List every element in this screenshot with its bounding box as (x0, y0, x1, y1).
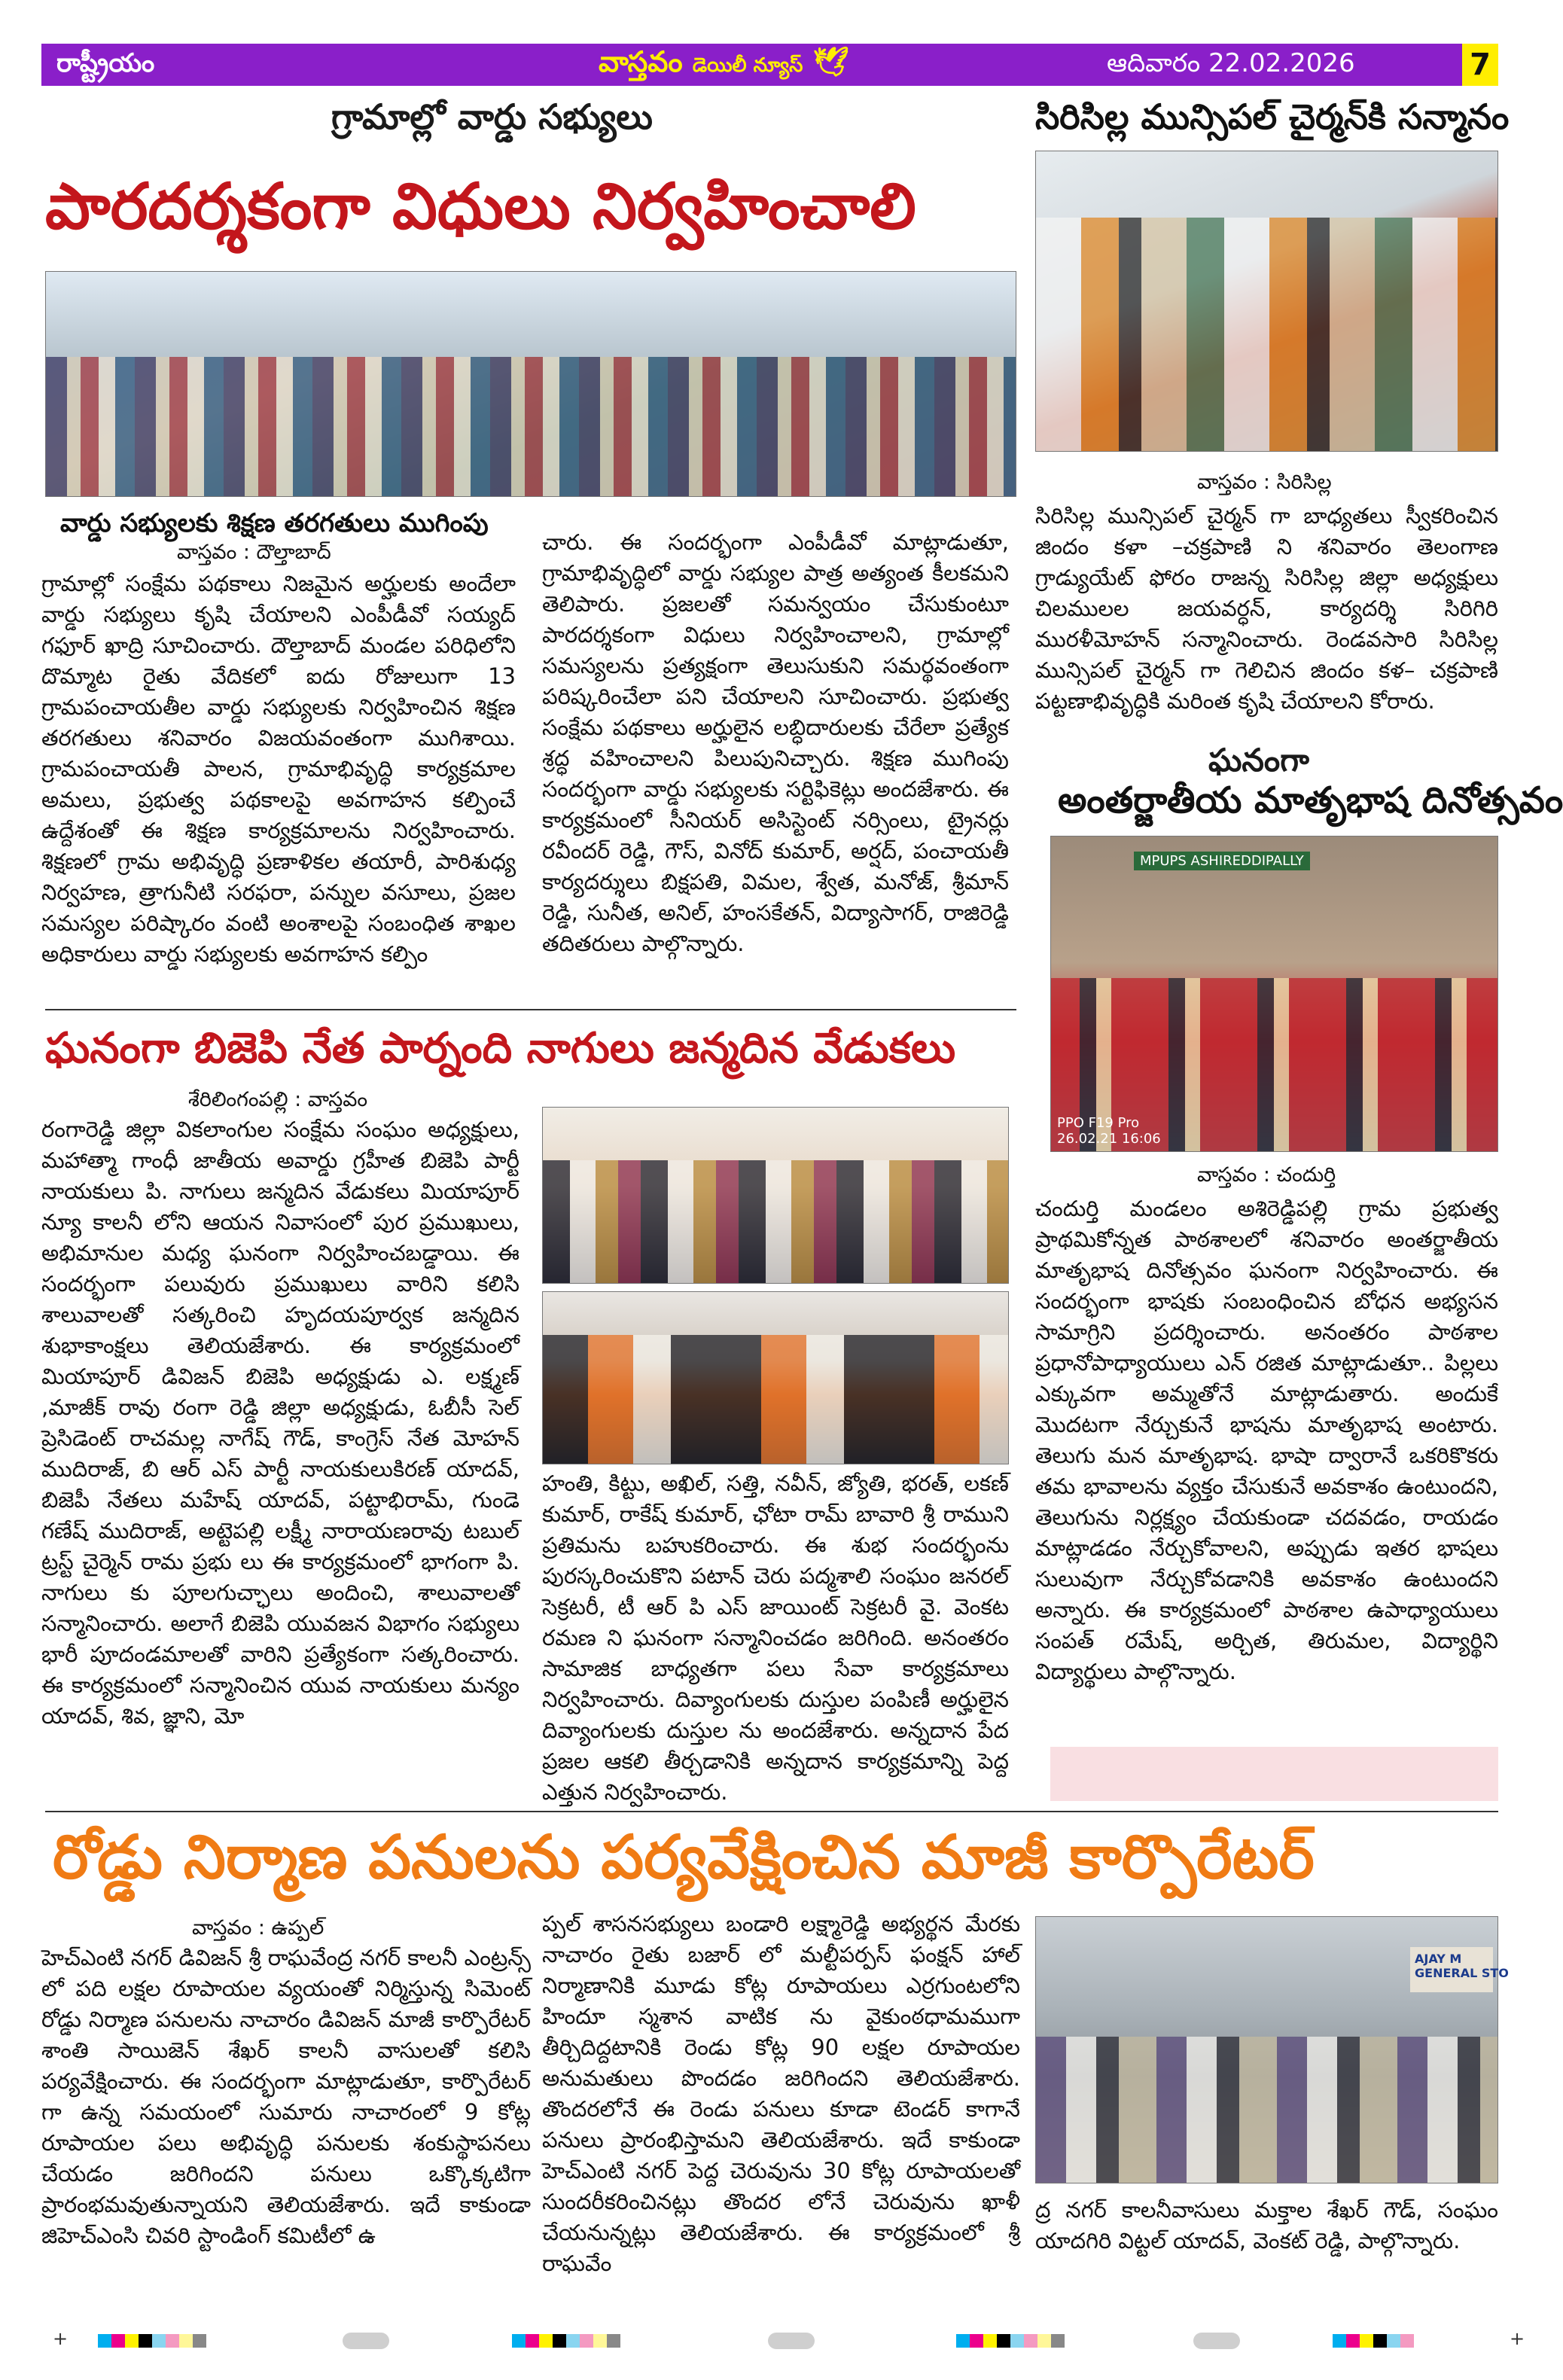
color-registration-bar (1333, 2334, 1414, 2348)
color-registration-bar (98, 2334, 206, 2348)
registration-pill (1193, 2333, 1240, 2349)
school-sign: MPUPS ASHIREDDIPALLY (1134, 852, 1310, 870)
camera-timestamp: PPO F19 Pro 26.02.21 16:06 (1057, 1115, 1161, 1147)
story3-headline: అంతర్జాతీయ మాతృభాష దినోత్సవం (1058, 779, 1563, 821)
section-label: రాష్ట్రీయం (56, 48, 155, 78)
brand-name: వాస్తవం (599, 45, 683, 78)
story4-column-1: రంగారెడ్డి జిల్లా వికలాంగుల సంక్షేమ సంఘం అధ్యక్షులు, మహాత్మా గాంధీ జాతీయ అవార్డు గ్రహీత బిజెపి పార్టీ నాయకులు పి. నాగులు జన్మదిన వేడుకలు మియాపూర్ న్యూ కాలనీ లోని ఆయన నివాసంలో పుర ప్రముఖులు, అభిమానుల మధ్య ఘనంగా నిర్వహించబడ్డాయి. ఈ సందర్భంగా పలువురు ప్రముఖులు వారిని కలిసి శాలువాలతో సత్కరించి హృదయపూర్వక జన్మదిన శుభాకాంక్షలు తెలియజేశారు. ఈ కార్యక్రమంలో మియాపూర్ డివిజన్ బిజెపి అధ్యక్షుడు ఎ. లక్ష్మణ్ ,మాజీక్ రావు రంగా రెడ్డి జిల్లా అధ్యక్షుడు, ఓబీసీ సెల్ ప్రెసిడెంట్ రాచమల్ల నాగేష్ గౌడ్, కాంగ్రెస్ నేత మోహన్ ముదిరాజ్, బి ఆర్ ఎస్ పార్టీ నాయకులుకిరణ్ యాదవ్, బిజెపీ నేతలు మహేష్ యాదవ్, పట్టాభిరామ్, గుండె గణేష్ ముదిరాజ్, అట్టెపల్లి లక్ష్మీ నారాయణరావు టబుల్ ట్రస్ట్ చైర్మెన్ రామ ప్రభు లు ఈ కార్యక్రమంలో భాగంగా పి. నాగులు కు పూలగుచ్ఛాలు అందించి, శాలువాలతో సన్మానించారు. అలాగే బిజెపి యువజన విభాగం సభ్యులు భారీ పూదండమాలతో వారిని ప్రత్యేకంగా సత్కరించారు. ఈ కార్యక్రమంలో సన్మానించిన యువ నాయకులు మన్యం యాదవ్, శివ, జ్ఞాని, మో (41, 1117, 519, 1729)
story1-column-2: చారు. ఈ సందర్భంగా ఎంపీడీవో మాట్లాడుతూ, గ్రామాభివృద్ధిలో వార్డు సభ్యుల పాత్ర అత్యంత కీలకమని తెలిపారు. ప్రజలతో సమన్వయం చేసుకుంటూ పారదర్శకంగా విధులు నిర్వహించాలని, గ్రామాల్లో సమస్యలను ప్రత్యక్షంగా తెలుసుకుని సమర్థవంతంగా పరిష్కరించేలా పని చేయాలని సూచించారు. ప్రభుత్వ సంక్షేమ పథకాలు అర్హులైన లబ్ధిదారులకు చేరేలా ప్రత్యేక శ్రద్ధ వహించాలని పిలుపునిచ్చారు. శిక్షణ ముగింపు సందర్భంగా వార్డు సభ్యులకు సర్టిఫికెట్లు అందజేశారు. ఈ కార్యక్రమంలో సీనియర్ అసిస్టెంట్ నర్సింలు, ట్రైనర్లు రవీందర్ రెడ్డి, గౌస్, వినోద్ కుమార్, అర్షద్, పంచాయతీ కార్యదర్శులు బిక్షపతి, విమల, శ్వేత, మనోజ్, శ్రీమాన్ రెడ్డి, సునీత, అనిల్, హంసకేతన్, విద్యాసాగర్, రాజిరెడ్డి తదితరులు పాల్గొన్నారు. (542, 529, 1010, 956)
story2-photo (1035, 151, 1498, 452)
story5-headline: రోడ్డు నిర్మాణ పనులను పర్యవేక్షించిన మాజీ కార్పొరేటర్ (53, 1822, 1315, 1892)
issue-date: ఆదివారం 22.02.2026 (1107, 48, 1355, 78)
story1-photo (45, 271, 1016, 497)
story1-headline: పారదర్శకంగా విధులు నిర్వహించాలి (45, 169, 916, 243)
story4-column-2: హంతి, కిట్టు, అఖిల్, సత్తి, నవీన్, జ్యోతి, భరత్, లకణ్ కుమార్, రాకేష్ కుమార్, ఛోటా రామ్ బావారి శ్రీ రాముని ప్రతిమను బహుకరించారు. ఈ శుభ సందర్భంను పురస్కరించుకొని పటాన్ చెరు పద్మశాలి సంఘం జనరల్ సెక్రటరీ, టీ ఆర్ పి ఎస్ జాయింట్ సెక్రటరీ వై. వెంకట రమణ ని ఘనంగా సన్మానించడం జరిగింది. అనంతరం సామాజిక బాధ్యతగా పలు సేవా కార్యక్రమాలు నిర్వహించారు. దివ్యాంగులకు దుస్తుల పంపిణీ అర్హులైన దివ్యాంగులకు దుస్తుల ను అందజేశారు. అన్నదాన పేద ప్రజల ఆకలి తీర్చడానికి అన్నదాన కార్యక్రమాన్ని పెద్ద ఎత్తున నిర్వహించారు. (542, 1470, 1009, 1805)
story1-kicker: గ్రామాల్లో వార్డు సభ్యులు (331, 96, 653, 137)
story4-photo-1 (542, 1107, 1009, 1284)
story2-dateline: వాస్తవం : సిరిసిల్ల (1197, 471, 1332, 494)
story1-column-1: గ్రామాల్లో సంక్షేమ పథకాలు నిజమైన అర్హులకు అందేలా వార్డు సభ్యులు కృషి చేయాలని ఎంపీడీవో సయ్యద్ గఫూర్ ఖాద్రి సూచించారు. దౌల్తాబాద్ మండల పరిధిలోని దొమ్మాట రైతు వేదికలో ఐదు రోజులుగా 13 గ్రామపంచాయతీల వార్డు సభ్యులకు నిర్వహించిన శిక్షణ తరగతులు శనివారం విజయవంతంగా ముగిశాయి. గ్రామపంచాయతీ పాలన, గ్రామాభివృద్ధి కార్యక్రమాల అమలు, ప్రభుత్వ పథకాలపై అవగాహన కల్పించే ఉద్దేశంతో ఈ శిక్షణ కార్యక్రమాలను నిర్వహించారు. శిక్షణలో గ్రామ అభివృద్ధి ప్రణాళికల తయారీ, పారిశుధ్య నిర్వహణ, త్రాగునీటి సరఫరా, పన్నుల వసూలు, ప్రజల సమస్యల పరిష్కారం వంటి అంశాలపై సంబంధిత శాఖల అధికారులు వార్డు సభ్యులకు అవగాహన కల్పిం (41, 571, 516, 967)
story4-headline: ఘనంగా బిజెపి నేత పార్నంది నాగులు జన్మదిన వేడుకలు (45, 1024, 956, 1073)
story5-photo-caption: ద్ర నగర్ కాలనీవాసులు మక్తాల శేఖర్ గౌడ్, సంఘం యాదగిరి విట్టల్ యాదవ్, వెంకట్ రెడ్డి, పాల్గొన్నారు. (1035, 2197, 1498, 2254)
story3-body: చందుర్తి మండలం అశిరెడ్డిపల్లి గ్రామ ప్రభుత్వ ప్రాథమికోన్నత పాఠశాలలో శనివారం అంతర్జాతీయ మాతృభాష దినోత్సవం ఘనంగా నిర్వహించారు. ఈ సందర్భంగా భాషకు సంబంధించిన బోధన అభ్యసన సామాగ్రిని ప్రదర్శించారు. అనంతరం పాఠశాల ప్రధానోపాధ్యాయులు ఎన్ రజిత మాట్లాడుతూ.. పిల్లలు ఎక్కువగా అమ్మతోనే మాట్లాడుతారు. అందుకే మొదటగా నేర్చుకునే భాషను మాతృభాష అంటారు. తెలుగు మన మాతృభాష. భాషా ద్వారానే ఒకరికొకరు తమ భావాలను వ్యక్తం చేసుకునే అవకాశం ఉంటుందని, తెలుగును నిర్లక్ష్యం చేయకుండా చదవడం, రాయడం మాట్లాడడం నేర్చుకోవాలని, అప్పుడు ఇతర భాషలు సులువుగా నేర్చుకోవడానికి అవకాశం ఉంటుందని అన్నారు. ఈ కార్యక్రమంలో పాఠశాల ఉపాధ్యాయులు సంపత్ రమేష్, అర్చిత, తిరుమల, విద్యార్థిని విద్యార్థులు పాల్గొన్నారు. (1035, 1196, 1498, 1684)
dove-icon: 🕊 (812, 45, 849, 78)
pink-filler-box (1050, 1747, 1498, 1801)
story5-column-2: ప్పల్ శాసనసభ్యులు బండారి లక్ష్మారెడ్డి అభ్యర్థన మేరకు నాచారం రైతు బజార్ లో మల్టీపర్పస్ ఫంక్షన్ హాల్ నిర్మాణానికి మూడు కోట్ల రూపాయలు ఎర్రగుంటలోని హిందూ స్మశాన వాటిక ను వైకుంఠధామముగా తీర్చిదిద్దటానికి రెండు కోట్ల 90 లక్షల రూపాయల అనుమతులు పొందడం జరిగిందని తెలియజేశారు. తొందరలోనే ఈ రెండు పనులు కూడా టెండర్ కాగానే పనులు ప్రారంభిస్తామని తెలియజేశారు. ఇదే కాకుండా హెచ్ఎంటి నగర్ పెద్ద చెరువును 30 కోట్ల రూపాయలతో సుందరీకరించినట్లు తొందర లోనే చెరువును ఖాళీ చేయనున్నట్లు తెలియజేశారు. ఈ కార్యక్రమంలో శ్రీ రాఘవేం (542, 1911, 1020, 2276)
story2-headline: సిరిసిల్ల మున్సిపల్ చైర్మన్‌కి సన్మానం (1035, 96, 1510, 137)
brand-subtitle: డెయిలీ న్యూస్ (692, 54, 803, 77)
story4-photo-2 (542, 1291, 1009, 1464)
crop-mark: + (1510, 2328, 1525, 2349)
story5-photo (1035, 1916, 1509, 2183)
story3-dateline: వాస్తవం : చందుర్తి (1197, 1163, 1336, 1187)
registration-pill (768, 2333, 815, 2349)
registration-pill (343, 2333, 389, 2349)
story1-dateline: వాస్తవం : దౌల్తాబాద్ (177, 541, 331, 564)
story5-dateline: వాస్తవం : ఉప్పల్ (192, 1916, 324, 1940)
color-registration-bar (512, 2334, 620, 2348)
story4-dateline: శేరిలింగంపల్లి : వాస్తవం (188, 1088, 368, 1111)
divider (45, 1811, 1498, 1812)
masthead-brand (599, 45, 849, 86)
story3-photo (1050, 836, 1498, 1152)
story3-kicker: ఘనంగా (1208, 742, 1309, 779)
crop-mark: + (53, 2328, 69, 2349)
story1-subhead: వార్డు సభ్యులకు శిక్షణ తరగతులు ముగింపు (60, 508, 489, 538)
color-registration-bar (956, 2334, 1065, 2348)
shop-sign: AJAY M GENERAL STO (1410, 1947, 1493, 1992)
page-number: 7 (1462, 44, 1498, 86)
story5-column-1: హెచ్ఎంటి నగర్ డివిజన్ శ్రీ రాఘవేంద్ర నగర్ కాలనీ ఎంట్రన్స్ లో పది లక్షల రూపాయల వ్యయంతో నిర్మిస్తున్న సిమెంట్ రోడ్డు నిర్మాణ పనులను నాచారం డివిజన్ మాజీ కార్పొరేటర్ శాంతి సాయిజెన్ శేఖర్ కాలనీ వాసులతో కలిసి పర్యవేక్షించారు. ఈ సందర్భంగా మాట్లాడుతూ, కార్పొరేటర్ గా ఉన్న సమయంలో సుమారు నాచారంలో 9 కోట్ల రూపాయల పలు అభివృద్ధి పనులకు శంకుస్థాపనలు చేయడం జరిగిందని పనులు ఒక్కొక్కటిగా ప్రారంభమవుతున్నాయని తెలియజేశారు. ఇదే కాకుండా జిహెచ్ఎంసి చివరి స్టాండింగ్ కమిటీలో ఉ (41, 1945, 531, 2248)
story2-body: సిరిసిల్ల మున్సిపల్ చైర్మన్ గా బాధ్యతలు స్వీకరించిన జిందం కళా –చక్రపాణి ని శనివారం తెలంగాణ గ్రాడ్యుయేట్ ఫోరం రాజన్న సిరిసిల్ల జిల్లా అధ్యక్షులు చిలములల జయవర్ధన్, కార్యదర్శి సిరిగిరి మురళీమోహన్ సన్మానించారు. రెండవసారి సిరిసిల్ల మున్సిపల్ చైర్మన్ గా గెలిచిన జిందం కళ– చక్రపాణి పట్టణాభివృద్ధికి మరింత కృషి చేయాలని కోరారు. (1035, 503, 1498, 714)
divider (45, 1009, 1016, 1010)
